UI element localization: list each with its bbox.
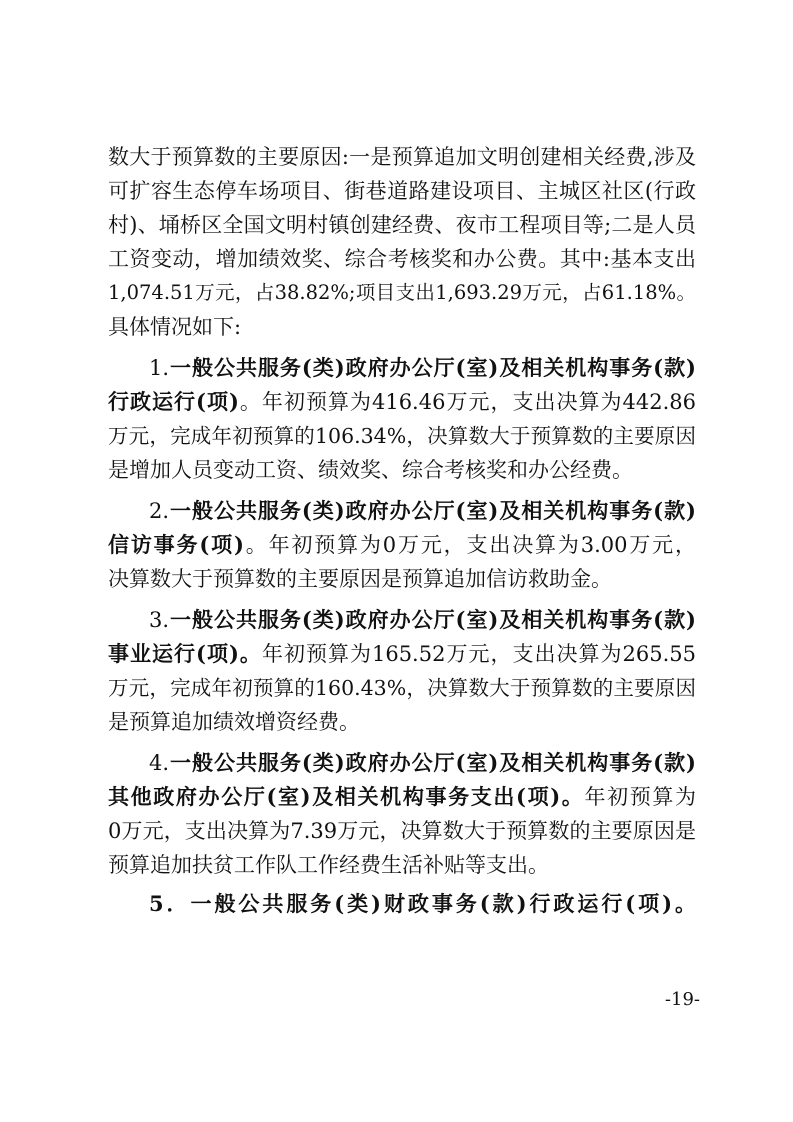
item-title: 5．一般公共服务(类)财政事务(款)行政运行(项)。: [149, 891, 696, 916]
item-1-heading-line: [149, 352, 696, 384]
item-number: 2.: [149, 499, 170, 523]
item-number: 3.: [149, 608, 170, 632]
body-line: [108, 175, 696, 207]
text-run: 预算追加扶贫工作队工作经费生活补贴等支出。: [108, 853, 549, 877]
item-5-heading-line: [149, 888, 696, 920]
item-title: 一般公共服务(类)政府办公厅(室)及相关机构事务(款): [169, 498, 696, 523]
body-line: [108, 209, 696, 241]
body-line: [108, 243, 696, 275]
item-2-heading-line: [149, 495, 696, 527]
text-run: 数大于预算数的主要原因:一是预算追加文明创建相关经费,涉及: [108, 145, 696, 169]
body-line: [108, 849, 696, 881]
text-run: 万元，完成年初预算的160.43%，决算数大于预算数的主要原因: [108, 676, 696, 700]
item-title: 其他政府办公厅(室)及相关机构事务支出(项)。: [108, 784, 585, 809]
text-run: 可扩容生态停车场项目、街巷道路建设项目、主城区社区(行政: [108, 179, 696, 203]
body-line: [108, 706, 696, 738]
text-run: 0万元，支出决算为7.39万元，决算数大于预算数的主要原因是: [108, 819, 696, 843]
body-line: [108, 672, 696, 704]
body-line: [108, 529, 696, 561]
text-run: 1,074.51万元，占38.82%;项目支出1,693.29万元，占61.18%。: [108, 281, 696, 304]
item-3-heading-line: [149, 604, 696, 636]
body-line: [108, 815, 696, 847]
item-title: 一般公共服务(类)政府办公厅(室)及相关机构事务(款): [169, 750, 696, 775]
body-line: [108, 386, 696, 418]
item-number: 4.: [149, 751, 170, 775]
text-run: 年初预算为165.52万元，支出决算为265.55: [261, 642, 696, 666]
body-line: [108, 638, 696, 670]
item-title: 信访事务(项): [108, 532, 244, 557]
text-run: 是增加人员变动工资、绩效奖、综合考核奖和办公经费。: [108, 458, 633, 482]
page-number: -19-: [664, 989, 700, 1010]
text-run: 工资变动，增加绩效奖、综合考核奖和办公费。其中:基本支出: [108, 247, 696, 271]
text-run: 年初预算为: [584, 785, 696, 809]
body-line: [108, 563, 696, 595]
item-title: 行政运行(项): [108, 389, 239, 414]
body-line: [108, 454, 696, 486]
text-run: 决算数大于预算数的主要原因是预算追加信访救助金。: [108, 567, 612, 591]
text-run: 村)、埇桥区全国文明村镇创建经费、夜市工程项目等;二是人员: [108, 213, 696, 237]
text-run: 万元，完成年初预算的106.34%，决算数大于预算数的主要原因: [108, 424, 696, 448]
body-line: [108, 277, 696, 309]
text-run: 。年初预算为416.46万元，支出决算为442.86: [238, 390, 696, 414]
body-line: [108, 781, 696, 813]
body-line: [108, 141, 696, 173]
item-title: 事业运行(项)。: [108, 641, 262, 666]
text-run: 具体情况如下:: [108, 315, 242, 339]
item-title: 一般公共服务(类)政府办公厅(室)及相关机构事务(款): [169, 607, 696, 632]
body-line: [108, 420, 696, 452]
item-title: 一般公共服务(类)政府办公厅(室)及相关机构事务(款): [169, 355, 696, 380]
item-number: 1.: [149, 356, 170, 380]
item-4-heading-line: [149, 747, 696, 779]
body-line: [108, 311, 696, 343]
text-run: 是预算追加绩效增资经费。: [108, 710, 360, 734]
text-run: 。年初预算为0万元，支出决算为3.00万元，: [243, 533, 696, 557]
